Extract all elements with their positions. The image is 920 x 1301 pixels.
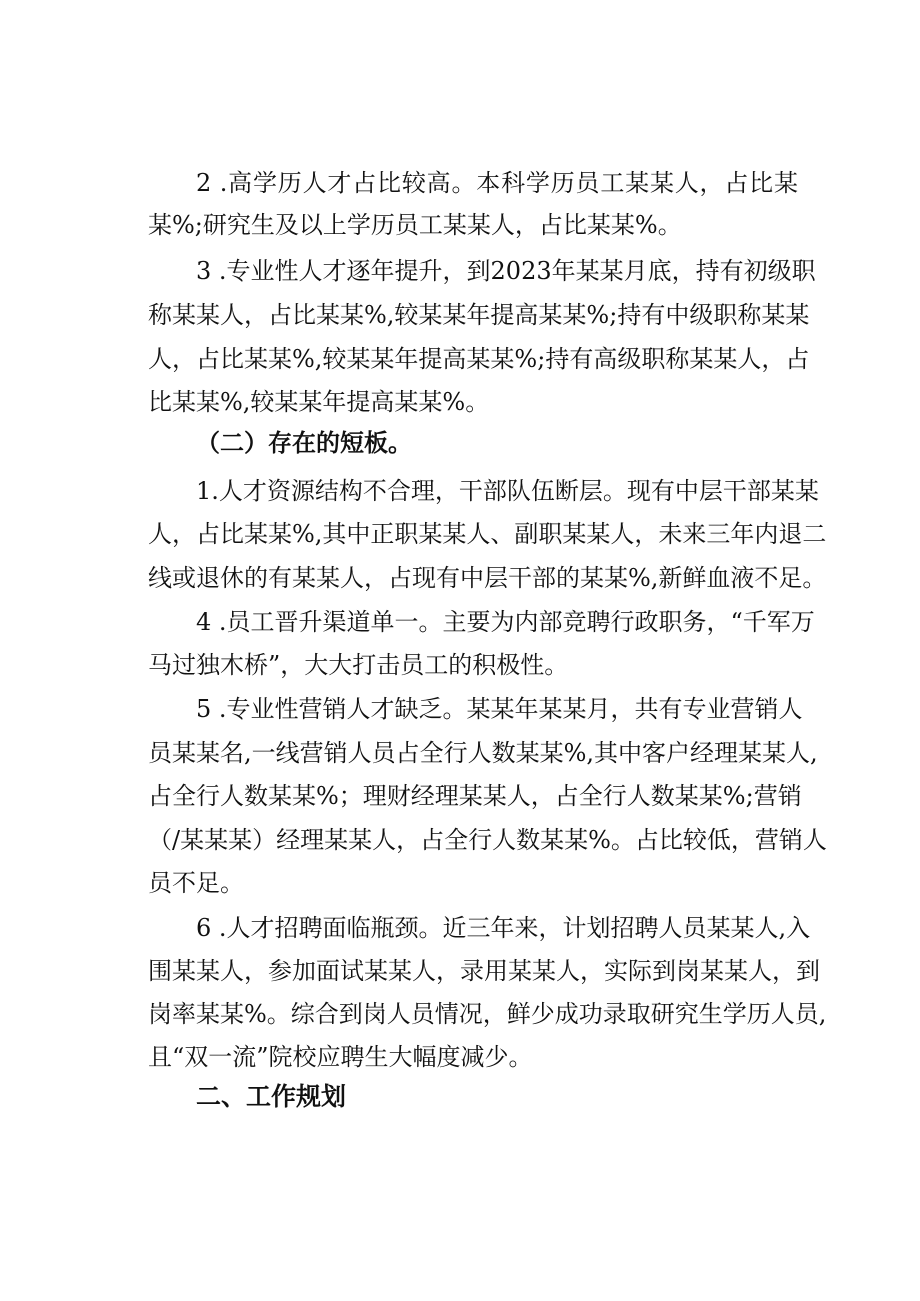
section-heading-shortcomings: （二）存在的短板。 [196,429,412,457]
paragraph-item-4-line-1: 4 .员工晋升渠道单一。主要为内部竞聘行政职务，“千军万 [196,608,815,636]
paragraph-item-3-line-3: 人，占比某某%,较某某年提高某某%;持有高级职称某某人，占 [148,345,810,373]
paragraph-item-1-line-3: 线或退休的有某某人，占现有中层干部的某某%,新鲜血液不足。 [148,564,827,592]
paragraph-item-5-line-2: 员某某名,一线营销人员占全行人数某某%,其中客户经理某某人, [148,739,818,767]
paragraph-item-1-line-1: 1.人才资源结构不合理，干部队伍断层。现有中层干部某某 [196,477,819,505]
chapter-heading-work-plan: 二、工作规划 [196,1082,347,1111]
paragraph-item-4-line-2: 马过独木桥”，大大打击员工的积极性。 [148,651,569,679]
paragraph-item-6-line-2: 围某某人，参加面试某某人，录用某某人，实际到岗某某人，到 [148,957,820,985]
paragraph-item-3-line-2: 称某某人，占比某某%,较某某年提高某某%;持有中级职称某某 [148,301,810,329]
paragraph-item-1-line-2: 人，占比某某%,其中正职某某人、副职某某人，未来三年内退二 [148,520,827,548]
paragraph-item-2-line-2: 某%;研究生及以上学历员工某某人，占比某某%。 [148,211,682,239]
paragraph-item-6-line-4: 且“双一流”院校应聘生大幅度减少。 [148,1043,533,1071]
paragraph-item-3-line-1: 3 .专业性人才逐年提升，到2023年某某月底，持有初级职 [196,257,816,285]
paragraph-item-2-line-1: 2 .高学历人才占比较高。本科学历员工某某人，占比某 [196,169,798,197]
paragraph-item-5-line-1: 5 .专业性营销人才缺乏。某某年某某月，共有专业营销人 [196,695,803,723]
paragraph-item-6-line-1: 6 .人才招聘面临瓶颈。近三年来，计划招聘人员某某人,入 [196,914,811,942]
paragraph-item-3-line-4: 比某某%,较某某年提高某某%。 [148,388,490,416]
paragraph-item-5-line-3: 占全行人数某某%；理财经理某某人，占全行人数某某%;营销 [148,782,802,810]
paragraph-item-6-line-3: 岗率某某%。综合到岗人员情况，鲜少成功录取研究生学历人员, [148,1000,827,1028]
paragraph-item-5-line-4: （/某某某）经理某某人，占全行人数某某%。占比较低，营销人 [148,826,827,854]
paragraph-item-5-line-5: 员不足。 [148,869,244,897]
